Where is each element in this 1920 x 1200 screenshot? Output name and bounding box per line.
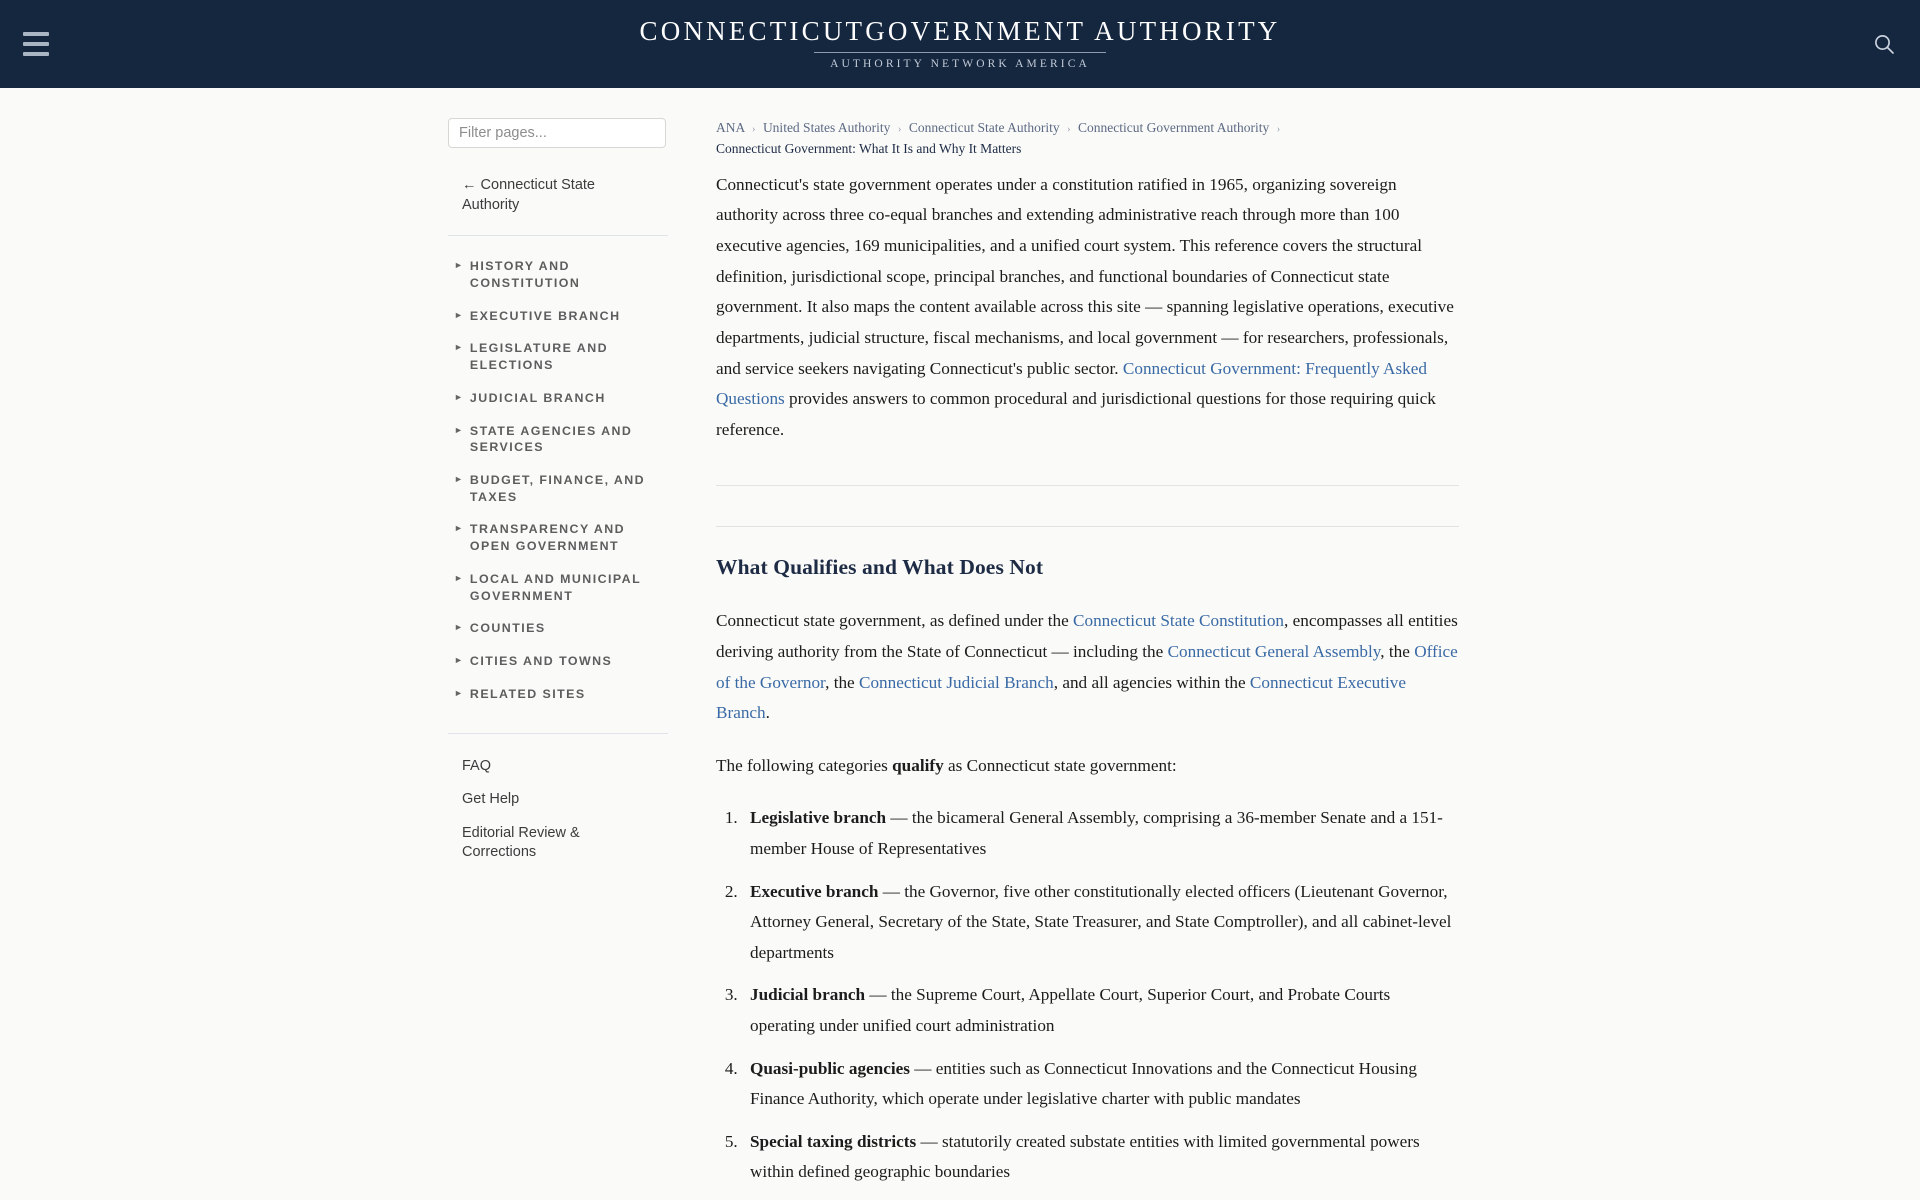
chevron-right-icon: ►: [454, 572, 463, 583]
section-divider-2: [716, 526, 1459, 527]
breadcrumb-item-united-states-authority[interactable]: United States Authority: [762, 120, 891, 135]
site-brand: [639, 15, 1281, 71]
list-item-text: — the Supreme Court, Appellate Court, Superior Court, and Probate Courts operating under unified court administration: [750, 985, 1391, 1036]
sidebar-item-history-and-constitution[interactable]: [448, 250, 668, 299]
sidebar-item-counties[interactable]: [448, 612, 668, 645]
sidebar: [448, 118, 668, 870]
list-item-term: Special taxing districts: [750, 1131, 917, 1151]
page-body: [0, 88, 1920, 1200]
qualify-category-list: [742, 803, 1459, 1188]
chevron-right-icon: ►: [454, 474, 463, 484]
sidebar-link-get-help[interactable]: Get Help: [462, 791, 520, 808]
hamburger-bar: [23, 42, 49, 46]
sidebar-item-label: JUDICIAL BRANCH: [469, 390, 606, 405]
list-item: [742, 877, 1459, 969]
chevron-right-icon: ►: [454, 523, 463, 534]
list-item-text: — statutorily created substate entities with limited governmental powers within defined geographic boundaries: [750, 1131, 1420, 1182]
text-fragment: as Connecticut state government:: [943, 755, 1177, 775]
chevron-right-icon: ►: [454, 687, 463, 698]
text-fragment: .: [765, 703, 770, 723]
sidebar-item-label: LOCAL AND MUNICIPAL GOVERNMENT: [469, 571, 641, 603]
list-item: [742, 1054, 1459, 1115]
site-subtitle: AUTHORITY NETWORK AMERICA: [830, 57, 1090, 70]
section-heading: What Qualifies and What Does Not: [716, 555, 1044, 580]
intro-text-part2: provides answers to common procedural and jurisdictional questions for those requiring quick reference.: [716, 389, 1436, 439]
breadcrumb-separator: ›: [1066, 123, 1071, 135]
sidebar-link-faq[interactable]: FAQ: [462, 757, 492, 774]
sidebar-item-local-and-municipal-government[interactable]: [448, 563, 668, 612]
chevron-right-icon: ►: [454, 622, 463, 633]
list-item-text: — the bicameral General Assembly, comprising a 36-member Senate and a 151-member House of Representatives: [750, 808, 1443, 858]
list-item: [742, 803, 1459, 864]
hamburger-bar: [23, 52, 49, 56]
text-fragment: , encompasses all entities deriving authority from the State of Connecticut — including the: [716, 611, 1458, 661]
emphasis-qualify: qualify: [892, 755, 944, 775]
breadcrumb-separator: ›: [1276, 123, 1281, 135]
back-to-parent-link[interactable]: ← Connecticut State Authority: [462, 177, 595, 213]
chevron-right-icon: ►: [454, 309, 463, 320]
breadcrumb-separator: ›: [751, 123, 756, 135]
sidebar-item-cities-and-towns[interactable]: [448, 645, 668, 678]
chevron-right-icon: ►: [454, 391, 463, 402]
breadcrumb-item-ana[interactable]: ANA: [716, 120, 745, 135]
hamburger-bar: [23, 32, 49, 36]
list-item-term: Quasi-public agencies: [750, 1058, 910, 1078]
site-header: [0, 0, 1920, 88]
sidebar-divider-top: [448, 235, 668, 236]
breadcrumb: [716, 118, 1459, 160]
list-item: [448, 750, 668, 784]
sidebar-item-budget-finance-and-taxes[interactable]: [448, 464, 668, 513]
sidebar-item-label: TRANSPARENCY AND OPEN GOVERNMENT: [469, 522, 626, 554]
chevron-right-icon: ►: [454, 655, 463, 666]
list-item: [448, 783, 668, 817]
sidebar-item-label: HISTORY AND CONSTITUTION: [469, 259, 581, 290]
text-fragment: Connecticut state government, as defined under the: [716, 611, 1074, 631]
sidebar-utility-links: [448, 750, 668, 870]
site-title: CONNECTICUTGOVERNMENT AUTHORITY: [639, 15, 1281, 46]
list-item-term: Legislative branch: [750, 808, 887, 828]
link-connecticut-general-assembly[interactable]: Connecticut General Assembly: [1167, 641, 1381, 661]
qualify-definition-paragraph: [716, 606, 1459, 728]
breadcrumb-item-connecticut-state-authority[interactable]: Connecticut State Authority: [908, 120, 1060, 135]
sidebar-item-label: COUNTIES: [469, 621, 546, 636]
link-connecticut-executive-branch[interactable]: Connecticut Executive Branch: [716, 672, 1406, 723]
link-connecticut-judicial-branch[interactable]: Connecticut Judicial Branch: [858, 672, 1054, 692]
chevron-right-icon: ►: [454, 424, 463, 435]
sidebar-item-label: RELATED SITES: [469, 686, 586, 701]
brand-divider: [814, 52, 1106, 53]
sidebar-item-related-sites[interactable]: [448, 678, 668, 711]
sidebar-divider-bottom: [448, 733, 668, 734]
breadcrumb-separator: ›: [897, 123, 902, 135]
sidebar-link-editorial-review[interactable]: Editorial Review & Corrections: [462, 824, 580, 861]
sidebar-item-label: LEGISLATURE AND ELECTIONS: [469, 341, 609, 373]
section-divider-1: [716, 485, 1459, 486]
sidebar-nav-list: [448, 250, 668, 710]
sidebar-item-transparency-and-open-government[interactable]: [448, 513, 668, 562]
sidebar-item-judicial-branch[interactable]: [448, 382, 668, 415]
list-item: [448, 817, 668, 870]
list-item: [742, 1127, 1459, 1188]
list-item-term: Judicial branch: [750, 985, 866, 1005]
filter-pages-input[interactable]: [448, 118, 666, 148]
qualify-lead-in-paragraph: [716, 751, 1459, 782]
text-fragment: , the: [825, 672, 859, 692]
list-item: [742, 980, 1459, 1041]
sidebar-item-state-agencies-and-services[interactable]: [448, 415, 668, 464]
sidebar-item-label: EXECUTIVE BRANCH: [469, 308, 621, 323]
intro-paragraph: [716, 170, 1459, 445]
text-fragment: , the: [1380, 641, 1415, 661]
list-item-text: — entities such as Connecticut Innovations and the Connecticut Housing Finance Authority, which operate under legislative charter with public mandates: [750, 1058, 1417, 1109]
main-content: [716, 118, 1459, 1200]
chevron-right-icon: ►: [454, 260, 463, 271]
intro-text-part1: Connecticut's state government operates under a constitution ratified in 1965, organizing sovereign authority across three co-equal branches and extending administrative reach through more than 100 executive agencies, 169 municipalities, and a unified court system. This reference covers the structural definition, jurisdictional scope, principal branches, and functional boundaries of Connecticut state government. It also maps the content available across this site — spanning legislative operations, executive departments, judicial structure, fiscal mechanisms, and local government — for researchers, professionals, and service seekers navigating Connecticut's public sector.: [716, 174, 1454, 378]
search-icon[interactable]: [1864, 24, 1904, 64]
breadcrumb-current-page: Connecticut Government: What It Is and Why It Matters: [716, 140, 1022, 156]
sidebar-item-legislature-and-elections[interactable]: [448, 332, 668, 381]
sidebar-item-label: STATE AGENCIES AND SERVICES: [469, 423, 633, 455]
sidebar-item-label: BUDGET, FINANCE, AND TAXES: [469, 473, 646, 504]
link-faq-page[interactable]: Connecticut Government: Frequently Asked Questions: [716, 358, 1427, 409]
list-item-text: — the Governor, five other constitutionally elected officers (Lieutenant Governor, Attorney General, Secretary of the State, State Treasurer, and State Comptroller), and all cabinet-level departments: [750, 881, 1452, 962]
sidebar-item-label: CITIES AND TOWNS: [469, 654, 613, 669]
sidebar-item-executive-branch[interactable]: [448, 300, 668, 333]
list-item-term: Executive branch: [750, 881, 879, 901]
breadcrumb-item-connecticut-government-authority[interactable]: Connecticut Government Authority: [1078, 120, 1270, 135]
text-fragment: , and all agencies within the: [1053, 672, 1250, 692]
link-connecticut-state-constitution[interactable]: Connecticut State Constitution: [1073, 611, 1285, 631]
link-office-of-the-governor[interactable]: Office of the Governor: [716, 641, 1458, 692]
hamburger-menu-icon[interactable]: [14, 22, 58, 66]
chevron-right-icon: ►: [454, 342, 463, 353]
text-fragment: The following categories: [716, 755, 893, 775]
